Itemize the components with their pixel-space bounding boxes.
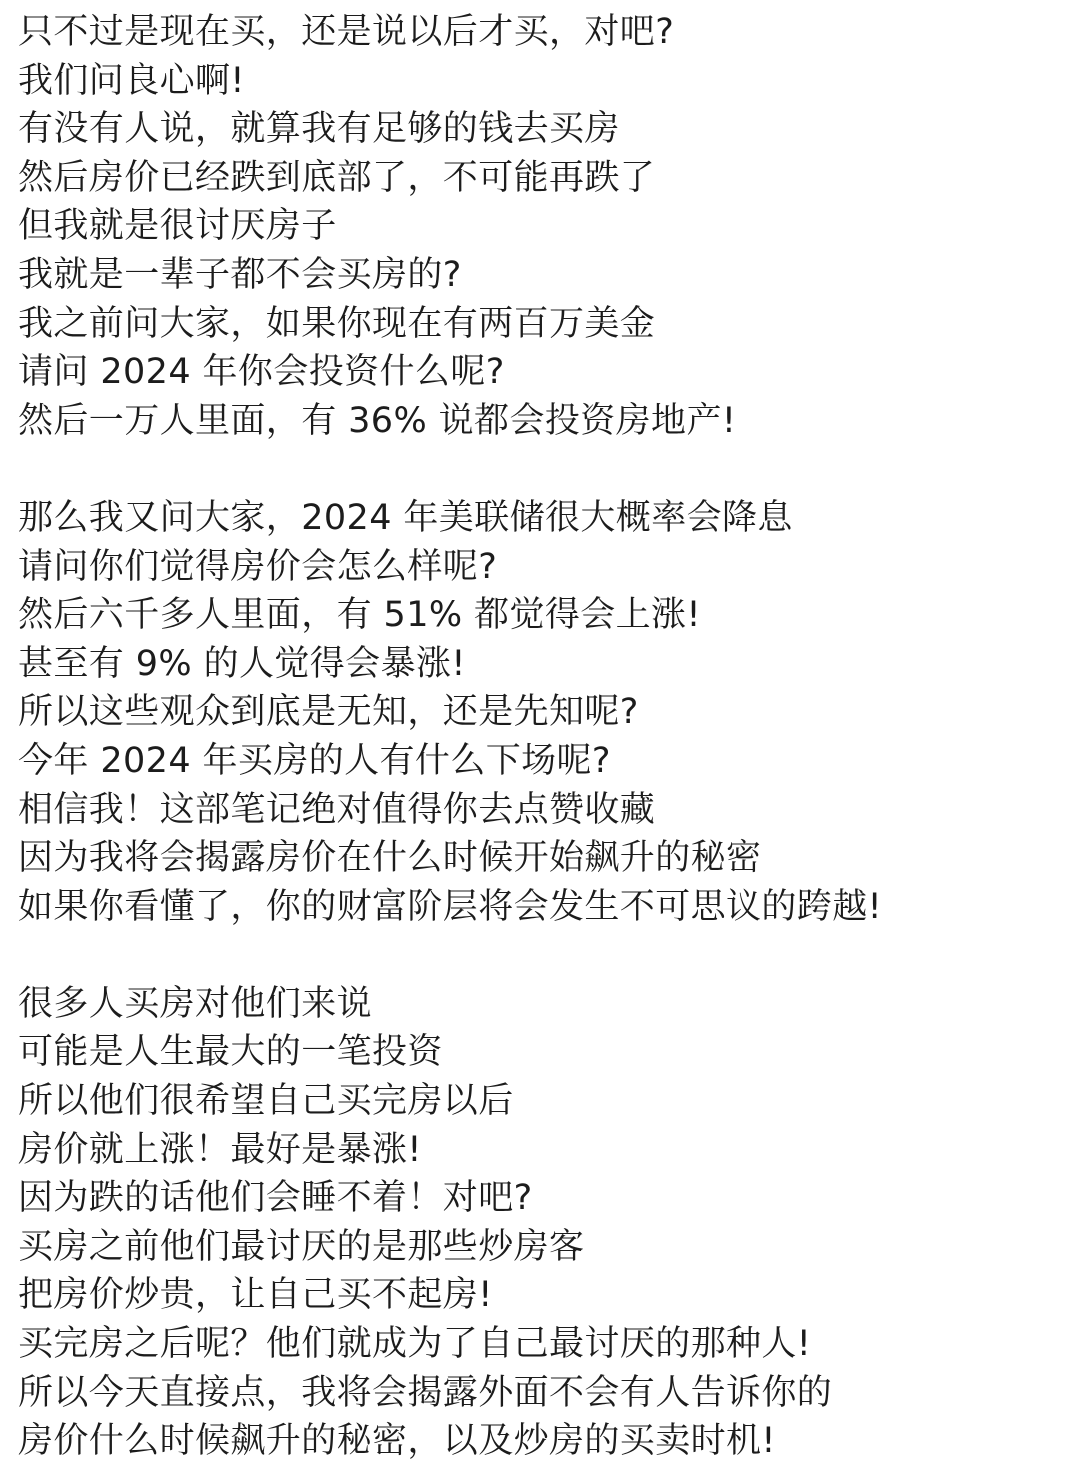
text-line: 甚至有 9% 的人觉得会暴涨! [18, 643, 466, 684]
text-line: 所以这些观众到底是无知，还是先知呢? [18, 692, 639, 733]
text-line: 然后一万人里面，有 36% 说都会投资房地产! [18, 400, 737, 441]
text-line: 房价什么时候飙升的秘密，以及炒房的买卖时机! [18, 1421, 776, 1462]
text-line: 请问你们觉得房价会怎么样呢? [18, 546, 498, 587]
text-line: 只不过是现在买，还是说以后才买，对吧? [18, 12, 675, 52]
text-line: 买完房之后呢？他们就成为了自己最讨厌的那种人! [18, 1324, 812, 1365]
text-line: 然后六千多人里面，有 51% 都觉得会上涨! [18, 595, 701, 636]
text-line: 我之前问大家，如果你现在有两百万美金 [18, 303, 656, 344]
text-line: 今年 2024 年买房的人有什么下场呢? [18, 740, 611, 781]
text-line: 很多人买房对他们来说 [18, 983, 373, 1024]
text-line: 把房价炒贵，让自己买不起房! [18, 1275, 493, 1316]
text-line: 那么我又问大家，2024 年美联储很大概率会降息 [18, 497, 793, 538]
paragraph-2 [18, 494, 1068, 931]
text-line: 但我就是很讨厌房子 [18, 206, 337, 247]
text-line: 我们问良心啊! [18, 60, 245, 101]
text-line: 所以他们很希望自己买完房以后 [18, 1081, 514, 1122]
text-line: 我就是一辈子都不会买房的? [18, 254, 462, 295]
text-line: 可能是人生最大的一笔投资 [18, 1032, 443, 1073]
paragraph-3 [18, 980, 1068, 1466]
paragraph-1 [18, 8, 1068, 445]
text-line: 因为跌的话他们会睡不着！对吧? [18, 1178, 533, 1219]
text-line: 所以今天直接点，我将会揭露外面不会有人告诉你的 [18, 1372, 833, 1413]
text-line: 相信我！这部笔记绝对值得你去点赞收藏 [18, 789, 656, 830]
text-line: 然后房价已经跌到底部了，不可能再跌了 [18, 157, 656, 198]
text-line: 因为我将会揭露房价在什么时候开始飙升的秘密 [18, 838, 762, 879]
note-body [18, 8, 1068, 1466]
text-line: 请问 2024 年你会投资什么呢? [18, 352, 505, 393]
text-line: 房价就上涨！最好是暴涨! [18, 1129, 422, 1170]
text-line: 有没有人说，就算我有足够的钱去买房 [18, 109, 620, 150]
text-line: 买房之前他们最讨厌的是那些炒房客 [18, 1226, 585, 1267]
text-line: 如果你看懂了，你的财富阶层将会发生不可思议的跨越! [18, 886, 883, 927]
